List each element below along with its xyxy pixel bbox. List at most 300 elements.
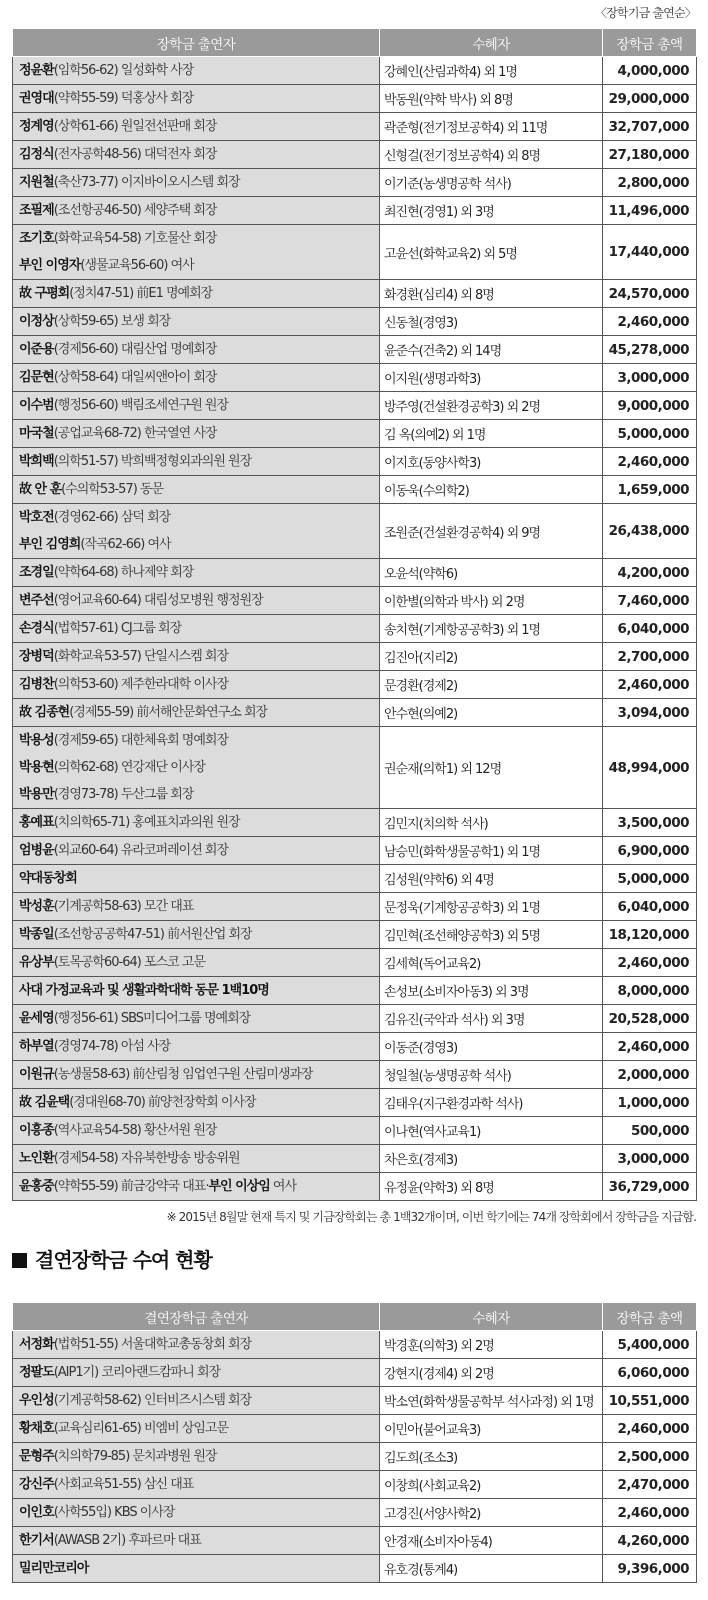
donor-cell [13,727,380,809]
donor-line [19,837,379,864]
donor-affiliation: (수의학53-57) 동문 [61,482,164,497]
donor-line [19,336,379,363]
donor-name: 박용현 [19,760,54,775]
donor-cell [13,113,380,141]
donor-name: 김문현 [19,370,54,385]
donor-affiliation: (상학61-66) 원일전선판매 회장 [53,119,217,134]
donor-cell [13,893,380,921]
recipient-cell: 이한별(의학과 박사) 외 2명 [380,587,603,615]
recipient-cell: 김성원(약학6) 외 4명 [380,865,603,893]
amount-cell: 2,460,000 [603,448,697,476]
recipient-cell: 김 옥(의예2) 외 1명 [380,420,603,448]
recipient-cell: 신형걸(전기정보공학4) 외 8명 [380,141,603,169]
donor-name: 이흥종 [19,1123,54,1138]
recipient-cell: 이지원(생명과학3) [380,364,603,392]
donor-line [19,781,379,808]
table-row [13,837,697,865]
donor-affiliation: (AIP1기) 코리아랜드캄파니 회장 [53,1365,221,1380]
donor-line [19,1387,379,1414]
donor-line [19,727,379,754]
donor-cell [13,308,380,336]
table-row [13,1173,697,1201]
table-row [13,643,697,671]
donor-cell [13,1471,380,1499]
table-row [13,1415,697,1443]
recipient-cell: 고경진(서양사학2) [380,1499,603,1527]
table-row [13,392,697,420]
donor-line [19,476,379,503]
donor-line [19,1089,379,1116]
table-row [13,1089,697,1117]
donor-line [19,252,379,279]
table-row [13,1443,697,1471]
amount-cell: 1,659,000 [603,476,697,504]
donor-cell [13,1555,380,1583]
donor-cell [13,865,380,893]
donor-affiliation: (기계공학58-62) 인터비즈시스템 회장 [53,1393,252,1408]
donor-affiliation: (화학교육54-58) 기호물산 회장 [53,231,217,246]
donor-cell [13,559,380,587]
amount-cell: 2,460,000 [603,1499,697,1527]
table-row [13,559,697,587]
donor-cell [13,420,380,448]
table-row [13,169,697,197]
table-row [13,977,697,1005]
donor-name: 약대동창회 [19,871,77,886]
amount-cell: 2,460,000 [603,671,697,699]
donor-name: 정계영 [19,119,54,134]
table-row [13,671,697,699]
donor-name: 권영대 [19,91,54,106]
table-row [13,1033,697,1061]
donor-cell [13,949,380,977]
scholarship-table [12,28,697,1201]
donor-cell [13,1415,380,1443]
table-row [13,587,697,615]
table-row [13,1387,697,1415]
donor-affiliation: (경영73-78) 두산그룹 회장 [53,787,194,802]
recipient-cell: 김진아(지리2) [380,643,603,671]
donor-name: 김정식 [19,147,54,162]
donor-line [19,615,379,642]
donor-cell [13,1331,380,1359]
donor-line [19,308,379,335]
donor-line [19,57,379,84]
donor-cell [13,1089,380,1117]
section-title [12,1244,212,1273]
donor-cell [13,1033,380,1061]
amount-cell: 17,440,000 [603,225,697,280]
donor-cell [13,1061,380,1089]
donor-affiliation: (상학58-64) 대일씨앤아이 회장 [53,370,217,385]
table-row [13,280,697,308]
table-header-row [13,29,697,57]
donor-cell [13,1387,380,1415]
donor-affiliation: (법학51-55) 서울대학교총동창회 회장 [53,1337,252,1352]
donor-line [19,1499,379,1526]
column-header-donor: 결연장학금 출연자 [13,1303,380,1331]
table-row [13,1331,697,1359]
donor-affiliation: (조선항공공학47-51) 前서원산업 회장 [53,927,252,942]
donor-name: 정팔도 [19,1365,54,1380]
donor-line [19,643,379,670]
recipient-cell: 김민지(치의학 석사) [380,809,603,837]
donor-affiliation: (기계공학58-63) 모간 대표 [53,899,194,914]
donor-cell [13,615,380,643]
donor-line [19,809,379,836]
donor-line [19,754,379,781]
donor-line [19,921,379,948]
donor-affiliation: (축산73-77) 이지바이오시스템 회장 [53,175,240,190]
amount-cell: 36,729,000 [603,1173,697,1201]
donor-cell [13,699,380,727]
donor-name: 지원철 [19,175,54,190]
donor-name: 故 김종현 [19,705,70,720]
amount-cell: 26,438,000 [603,504,697,559]
amount-cell: 6,060,000 [603,1359,697,1387]
donor-cell [13,57,380,85]
donor-cell [13,809,380,837]
donor-name: 박성훈 [19,899,54,914]
donor-affiliation: (전자공학48-56) 대덕전자 회장 [53,147,217,162]
donor-name: 황채호 [19,1421,54,1436]
donor-name: 김병찬 [19,677,54,692]
donor-cell [13,1117,380,1145]
donor-name: 노인환 [19,1151,54,1166]
donor-line [19,1555,379,1582]
recipient-cell: 방주영(건설환경공학3) 외 2명 [380,392,603,420]
table-row [13,57,697,85]
recipient-cell: 안수현(의예2) [380,699,603,727]
recipient-cell: 유정윤(약학3) 외 8명 [380,1173,603,1201]
donor-affiliation: (경제55-59) 前서해안문화연구소 회장 [69,705,268,720]
donor-affiliation: (화학교육53-57) 단일시스켐 회장 [53,649,229,664]
table-row [13,921,697,949]
column-header-amount: 장학금 총액 [603,1303,697,1331]
donor-affiliation: 여사 [269,1179,297,1194]
donor-name: 박희백 [19,454,54,469]
table-row [13,308,697,336]
table-row [13,85,697,113]
recipient-cell: 오윤석(약학6) [380,559,603,587]
donor-name: 엄병윤 [19,843,54,858]
donor-cell [13,364,380,392]
recipient-cell: 고윤선(화학교육2) 외 5명 [380,225,603,280]
donor-line [19,949,379,976]
donor-cell [13,1145,380,1173]
recipient-cell: 송치현(기계항공공학3) 외 1명 [380,615,603,643]
table-row [13,1117,697,1145]
table-row [13,1145,697,1173]
donor-cell [13,280,380,308]
donor-line [19,1033,379,1060]
donor-cell [13,169,380,197]
table-row [13,727,697,809]
amount-cell: 4,200,000 [603,559,697,587]
donor-affiliation: (치의학65-71) 홍예표치과의원 원장 [53,815,240,830]
donor-line [19,1415,379,1442]
table-body [13,57,697,1201]
donor-affiliation: (법학57-61) CJ그룹 회장 [53,621,182,636]
recipient-cell: 안경재(소비자아동4) [380,1527,603,1555]
amount-cell: 6,040,000 [603,893,697,921]
donor-affiliation: (조선항공46-50) 세양주택 회장 [53,203,217,218]
donor-name: 윤세영 [19,1011,54,1026]
table-row [13,1005,697,1033]
donor-affiliation: (의학53-60) 제주한라대학 이사장 [53,677,229,692]
amount-cell: 29,000,000 [603,85,697,113]
donor-line [19,1359,379,1386]
amount-cell: 3,094,000 [603,699,697,727]
donor-name: 이준용 [19,342,54,357]
amount-cell: 7,460,000 [603,587,697,615]
table-row [13,225,697,280]
table-row [13,1471,697,1499]
donor-name: 박용만 [19,787,54,802]
amount-cell: 3,500,000 [603,809,697,837]
table-row [13,1555,697,1583]
amount-cell: 500,000 [603,1117,697,1145]
table-row [13,420,697,448]
amount-cell: 3,000,000 [603,364,697,392]
table-row [13,336,697,364]
donor-line [19,113,379,140]
column-header-amount: 장학금 총액 [603,29,697,57]
donor-cell [13,504,380,559]
donor-line [19,448,379,475]
donor-name: 정윤환 [19,63,54,78]
recipient-cell: 신동철(경영3) [380,308,603,336]
donor-name: 홍예표 [19,815,54,830]
table-row [13,865,697,893]
recipient-cell: 권순재(의학1) 외 12명 [380,727,603,809]
donor-affiliation: (행정56-60) 백림조세연구원 원장 [53,398,229,413]
amount-cell: 9,000,000 [603,392,697,420]
donor-affiliation: (치의학79-85) 문치과병원 원장 [53,1449,217,1464]
donor-affiliation: (농생물58-63) 前산림청 임업연구원 산림미생과장 [53,1067,313,1082]
donor-affiliation: (작곡62-66) 여사 [80,537,171,552]
donor-line [19,225,379,252]
donor-name: 조기호 [19,231,54,246]
table-row [13,893,697,921]
donor-name: 손경식 [19,621,54,636]
recipient-cell: 조원준(건설환경공학4) 외 9명 [380,504,603,559]
donor-line [19,865,379,892]
donor-name: 부인 이영자 [19,258,81,273]
amount-cell: 2,500,000 [603,1443,697,1471]
amount-cell: 32,707,000 [603,113,697,141]
donor-line [19,197,379,224]
amount-cell: 5,000,000 [603,865,697,893]
donor-cell [13,1499,380,1527]
donor-name: 이인호 [19,1505,54,1520]
sort-order-note: 〈장학기금 출연순〉 [595,6,696,20]
recipient-cell: 강혜인(산림과학4) 외 1명 [380,57,603,85]
donor-cell [13,1005,380,1033]
donor-line [19,1443,379,1470]
donor-name: 한기서 [19,1533,54,1548]
amount-cell: 10,551,000 [603,1387,697,1415]
donor-affiliation: (역사교육54-58) 황산서원 원장 [53,1123,217,1138]
table-row [13,113,697,141]
recipient-cell: 남승민(화학생물공학1) 외 1명 [380,837,603,865]
donor-cell [13,1173,380,1201]
donor-cell [13,1527,380,1555]
donor-cell [13,671,380,699]
amount-cell: 4,000,000 [603,57,697,85]
recipient-cell: 강현지(경제4) 외 2명 [380,1359,603,1387]
donor-name: 이정상 [19,314,54,329]
table-row [13,1359,697,1387]
amount-cell: 5,400,000 [603,1331,697,1359]
recipient-cell: 최진현(경영1) 외 3명 [380,197,603,225]
donor-name: 사대 가정교육과 및 생활과학대학 동문 1백10명 [19,983,269,998]
donor-affiliation: (교육심리61-65) 비엠비 상임고문 [53,1421,229,1436]
recipient-cell: 김세혁(독어교육2) [380,949,603,977]
amount-cell: 2,000,000 [603,1061,697,1089]
donor-line [19,392,379,419]
donor-affiliation: (약학55-59) 前금강약국 대표· [53,1179,209,1194]
donor-cell [13,85,380,113]
table-row [13,448,697,476]
donor-cell [13,448,380,476]
table-header-row [13,1303,697,1331]
donor-affiliation: (생물교육56-60) 여사 [80,258,194,273]
recipient-cell: 화경환(심리4) 외 8명 [380,280,603,308]
donor-name: 강신주 [19,1477,54,1492]
recipient-cell: 차은호(경제3) [380,1145,603,1173]
amount-cell: 2,460,000 [603,1033,697,1061]
table-row [13,197,697,225]
donor-affiliation: (사회교육51-55) 삼신 대표 [53,1477,194,1492]
table-row [13,141,697,169]
donor-line [19,1173,379,1200]
donor-line [19,420,379,447]
amount-cell: 2,460,000 [603,949,697,977]
amount-cell: 27,180,000 [603,141,697,169]
donor-cell [13,837,380,865]
donor-affiliation: (영어교육60-64) 대림성모병원 행정원장 [53,593,263,608]
donor-line [19,1527,379,1554]
donor-line [19,1061,379,1088]
recipient-cell: 이민아(불어교육3) [380,1415,603,1443]
donor-line [19,141,379,168]
donor-affiliation: (정치47-51) 前E1 명예회장 [69,286,213,301]
amount-cell: 8,000,000 [603,977,697,1005]
donor-affiliation: (경제59-65) 대한체육회 명예회장 [53,733,229,748]
donor-name: 하부열 [19,1039,54,1054]
donor-name: 박용성 [19,733,54,748]
amount-cell: 20,528,000 [603,1005,697,1033]
donor-name: 문형주 [19,1449,54,1464]
donor-affiliation: (경대원68-70) 前양천장학회 이사장 [69,1095,256,1110]
recipient-cell: 이나현(역사교육1) [380,1117,603,1145]
donor-name: 변주선 [19,593,54,608]
table-row [13,364,697,392]
donor-affiliation: (임학56-62) 일성화학 사장 [53,63,194,78]
donor-name: 조필제 [19,203,54,218]
amount-cell: 18,120,000 [603,921,697,949]
donor-affiliation: (공업교육68-72) 한국열연 사장 [53,426,217,441]
donor-affiliation: (경영74-78) 아섬 사장 [53,1039,171,1054]
donor-line [19,977,379,1004]
amount-cell: 48,994,000 [603,727,697,809]
recipient-cell: 김유진(국악과 석사) 외 3명 [380,1005,603,1033]
donor-line [19,671,379,698]
donor-line [19,587,379,614]
donor-line [19,1117,379,1144]
donor-line [19,1005,379,1032]
donor-line [19,893,379,920]
donor-name: 마국철 [19,426,54,441]
donor-affiliation: (상학59-65) 보생 회장 [53,314,171,329]
donor-line [19,364,379,391]
donor-line [19,1145,379,1172]
recipient-cell: 김태우(지구환경과학 석사) [380,1089,603,1117]
donor-affiliation: (토목공학60-64) 포스코 고문 [53,955,205,970]
donor-cell [13,392,380,420]
recipient-cell: 유호경(통계4) [380,1555,603,1583]
donor-name: 조경일 [19,565,54,580]
recipient-cell: 김도희(조소3) [380,1443,603,1471]
amount-cell: 6,040,000 [603,615,697,643]
sponsorship-table [12,1302,697,1583]
donor-cell [13,921,380,949]
column-header-recipient: 수혜자 [380,29,603,57]
donor-name: 유상부 [19,955,54,970]
donor-line [19,280,379,307]
amount-cell: 3,000,000 [603,1145,697,1173]
donor-line [19,504,379,531]
donor-line [19,169,379,196]
donor-line [19,699,379,726]
donor-name: 윤홍중 [19,1179,54,1194]
column-header-recipient: 수혜자 [380,1303,603,1331]
donor-name: 故 구평회 [19,286,70,301]
donor-name: 부인 이상임 [208,1179,270,1194]
donor-affiliation: (경영62-66) 삼덕 회장 [53,510,171,525]
donor-cell [13,1359,380,1387]
donor-line [19,1331,379,1358]
donor-cell [13,141,380,169]
donor-affiliation: (경제54-58) 자유북한방송 방송위원 [53,1151,240,1166]
donor-affiliation: (약학64-68) 하나제약 회장 [53,565,194,580]
donor-line [19,559,379,586]
square-bullet-icon [12,1253,27,1268]
donor-name: 이수범 [19,398,54,413]
recipient-cell: 박소연(화학생물공학부 석사과정) 외 1명 [380,1387,603,1415]
recipient-cell: 문경환(경제2) [380,671,603,699]
amount-cell: 2,470,000 [603,1471,697,1499]
recipient-cell: 청일철(농생명공학 석사) [380,1061,603,1089]
amount-cell: 2,460,000 [603,1415,697,1443]
donor-affiliation: (약학55-59) 덕홍상사 회장 [53,91,194,106]
amount-cell: 9,396,000 [603,1555,697,1583]
donor-cell [13,476,380,504]
recipient-cell: 이기준(농생명공학 석사) [380,169,603,197]
donor-affiliation: (경제56-60) 대림산업 명예회장 [53,342,217,357]
amount-cell: 2,460,000 [603,308,697,336]
table-row [13,809,697,837]
donor-name: 부인 김영희 [19,537,81,552]
recipient-cell: 이동욱(수의학2) [380,476,603,504]
recipient-cell: 윤준수(건축2) 외 14명 [380,336,603,364]
donor-affiliation: (의학51-57) 박희백정형외과의원 원장 [53,454,252,469]
donor-affiliation: (AWASB 2기) 후파르마 대표 [53,1533,201,1548]
recipient-cell: 손성보(소비자아동3) 외 3명 [380,977,603,1005]
donor-name: 故 김윤택 [19,1095,70,1110]
table-body [13,1331,697,1583]
